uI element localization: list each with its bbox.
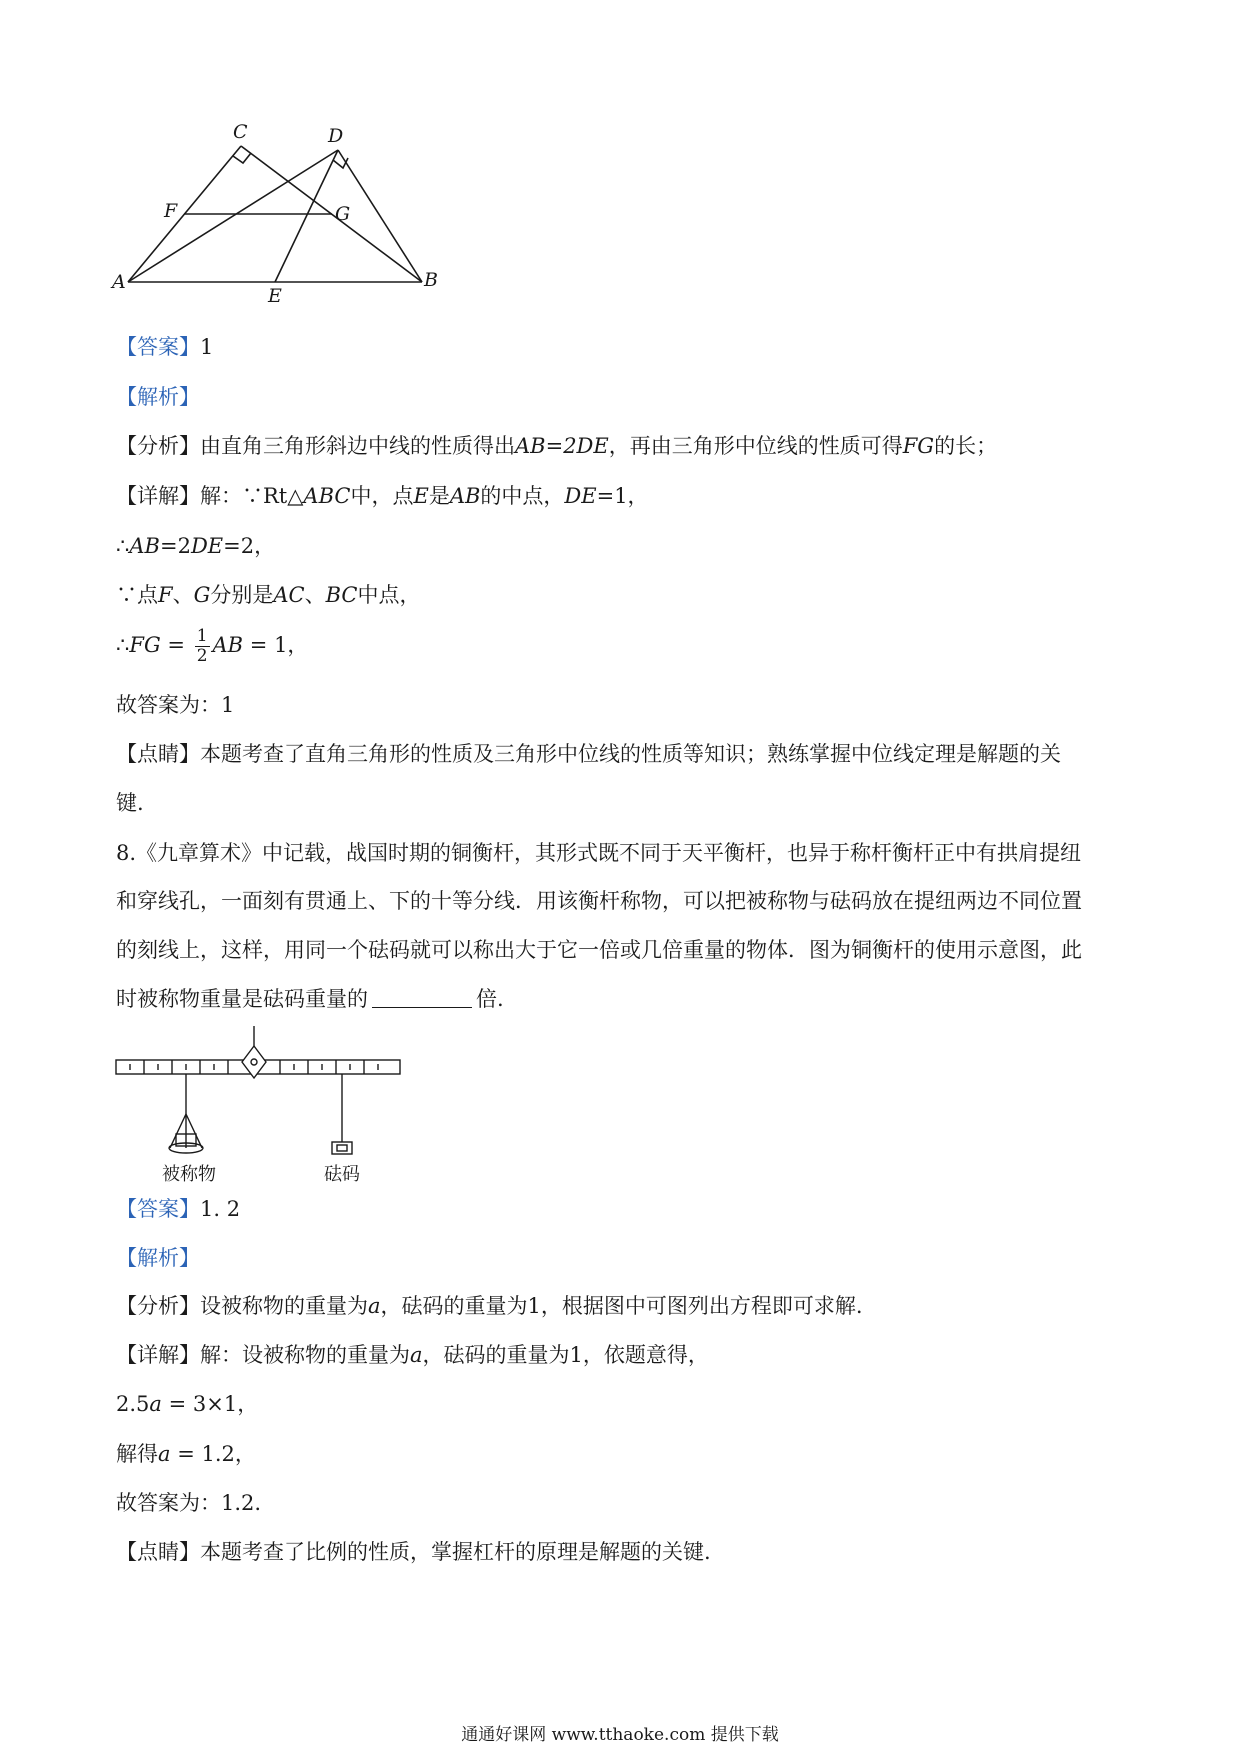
q8-line2: 和穿线孔，一面刻有贯通上、下的十等分线．用该衡杆称物，可以把被称物与砝码放在提纽两边不同位置 [116,889,1082,913]
fraction-one-half: $\frac{1}{2}$ [196,626,208,666]
balance-beam-figure [110,1024,410,1184]
q7-final: 故答案为：1 [116,693,235,717]
q8-equation2: 解得a = 1.2， [116,1442,256,1466]
label-F: F [164,200,178,222]
q8-dianjing: 【点睛】本题考查了比例的性质，掌握杠杆的原理是解题的关键. [116,1540,711,1564]
weight [332,1142,352,1154]
label-B: B [424,269,438,291]
label-E: E [268,285,282,307]
footer-watermark: 通通好课网 www.tthaoke.com 提供下载 [461,1725,779,1745]
answer-blank [372,987,472,1008]
q7-xiangjie-line3: ∵点F、G分别是AC、BC中点， [116,583,421,607]
q8-line4: 时被称物重量是砝码重量的 倍. [116,987,504,1011]
answer-value: 1 [200,335,214,359]
label-G: G [335,203,351,225]
segment-DB [338,150,422,282]
pivot-knob [242,1046,266,1078]
q7-xiangjie-line1: 【详解】解：∵Rt△ABC中，点E是AB的中点，DE=1， [116,484,649,508]
q8-equation1: 2.5a = 3×1， [116,1392,259,1416]
answer-tag: 【答案】 [116,335,200,359]
answer-tag: 【答案】 [116,1197,200,1221]
q7-answer [116,333,213,361]
triangle-figure [110,112,450,312]
q8-xiangjie: 【详解】解：设被称物的重量为a，砝码的重量为1，依题意得， [116,1343,709,1367]
analysis-tag: 【解析】 [116,385,200,409]
label-object: 被称物 [162,1164,216,1184]
q8-fenxi: 【分析】设被称物的重量为a，砝码的重量为1，根据图中可图列出方程即可求解. [116,1294,863,1318]
label-weight: 砝码 [324,1164,360,1184]
q8-final: 故答案为：1.2. [116,1491,262,1515]
right-angle-mark-C [233,153,251,163]
answer-value: 1. 2 [200,1197,241,1221]
q8-answer [116,1195,240,1223]
label-D: D [328,125,344,147]
analysis-tag: 【解析】 [116,1246,200,1270]
q7-xiangjie-line2: ∴AB=2DE=2， [116,534,276,558]
q7-xiangjie-line4: ∴FG = $\frac{1}{2}$ AB = 1， [116,626,309,666]
q7-dianjing-cont: 键. [116,791,144,815]
label-C: C [233,121,248,143]
right-angle-mark-D [333,158,348,168]
q7-fenxi: 【分析】由直角三角形斜边中线的性质得出AB=2DE，再由三角形中位线的性质可得FG的长； [116,434,998,458]
q8-line1: 8.《九章算术》中记载，战国时期的铜衡杆，其形式既不同于天平衡杆，也异于称杆衡杆正中有拱肩提纽 [116,841,1082,865]
q7-dianjing: 【点睛】本题考查了直角三角形的性质及三角形中位线的性质等知识；熟练掌握中位线定理是解题的关 [116,742,1061,766]
label-A: A [112,271,126,293]
q8-analysis [116,1244,200,1272]
q8-line3: 的刻线上，这样，用同一个砝码就可以称出大于它一倍或几倍重量的物体．图为铜衡杆的使用示意图，此 [116,938,1082,962]
q7-analysis [116,383,200,411]
